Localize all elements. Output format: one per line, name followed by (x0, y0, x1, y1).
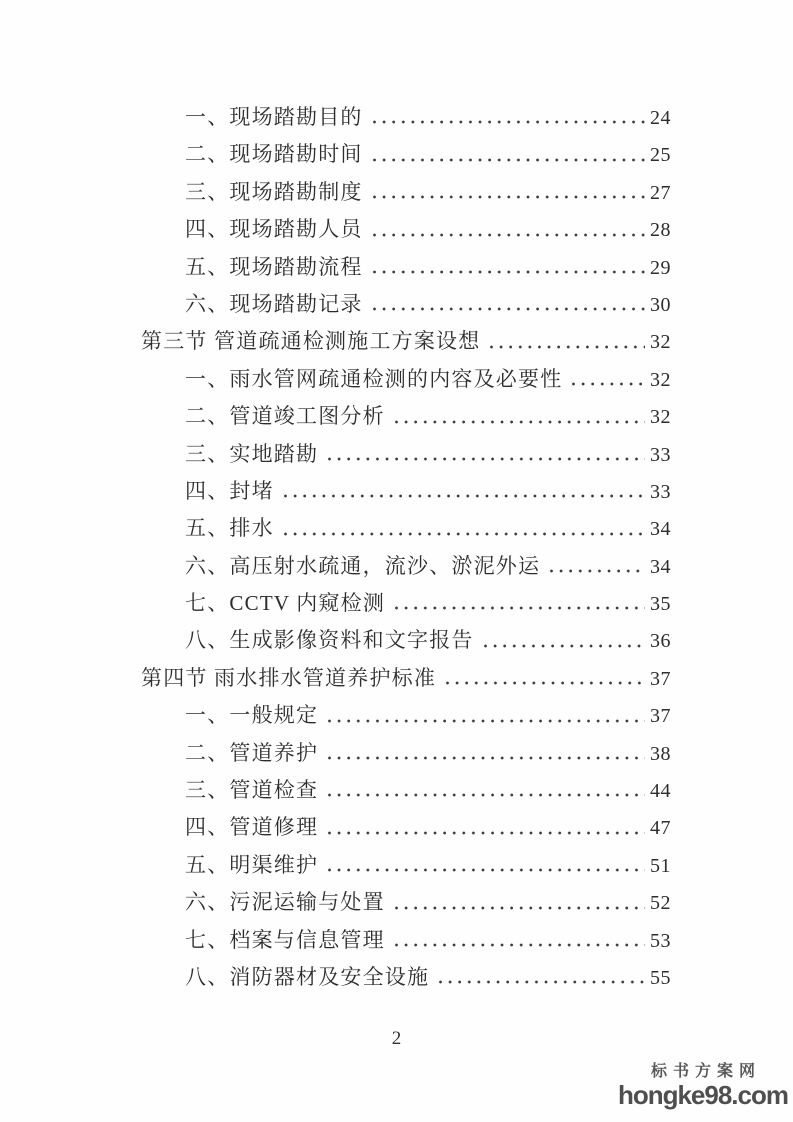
toc-dot-leader (372, 230, 645, 240)
toc-entry (141, 809, 671, 846)
toc-entry-page: 33 (650, 480, 671, 503)
toc-entry-label: 六、现场踏勘记录 (185, 291, 363, 316)
toc-dot-leader (283, 529, 645, 539)
toc-entry (141, 361, 671, 398)
toc-entry-page: 52 (650, 892, 671, 915)
toc-entry (141, 174, 671, 211)
toc-entry (141, 847, 671, 884)
toc-entry-page: 30 (650, 293, 671, 316)
toc-entry-page: 51 (650, 854, 671, 877)
toc-entry-page: 25 (650, 144, 671, 167)
toc-entry-label: 四、管道修理 (185, 815, 319, 840)
toc-entry-page: 38 (650, 742, 671, 765)
toc-dot-leader (489, 342, 645, 352)
toc-dot-leader (327, 716, 645, 726)
toc-entry-label: 四、现场踏勘人员 (185, 217, 363, 242)
toc-dot-leader (283, 491, 645, 501)
toc-entry-page: 35 (650, 593, 671, 616)
toc-entry-page: 47 (650, 817, 671, 840)
toc-dot-leader (445, 678, 645, 688)
toc-dot-leader (372, 304, 645, 314)
page-number: 2 (391, 1028, 402, 1049)
toc-entry-label: 八、消防器材及安全设施 (185, 964, 430, 989)
toc-entry-page: 37 (650, 667, 671, 690)
toc-entry-page: 34 (650, 518, 671, 541)
toc-entry-page: 34 (650, 555, 671, 578)
toc-entry (141, 211, 671, 248)
toc-entry-label: 六、污泥运输与处置 (185, 890, 385, 915)
toc-entry (141, 959, 671, 996)
toc-entry-label: 一、一般规定 (185, 703, 319, 728)
toc-entry (141, 697, 671, 734)
toc-entry (141, 548, 671, 585)
toc-entry-label: 三、实地踏勘 (185, 441, 319, 466)
toc-entry-label: 一、雨水管网疏通检测的内容及必要性 (185, 366, 563, 391)
toc-entry-label: 三、管道检查 (185, 778, 319, 803)
toc-entry-page: 37 (650, 705, 671, 728)
toc-entry-label: 一、现场踏勘目的 (185, 105, 363, 129)
toc-entry (141, 772, 671, 809)
toc-entry-page: 28 (650, 219, 671, 242)
toc-dot-leader (372, 192, 645, 202)
toc-entry (141, 323, 671, 360)
watermark-site-url: hongke98.com (617, 1080, 788, 1111)
toc-entry-page: 55 (650, 966, 671, 989)
toc-dot-leader (327, 790, 645, 800)
toc-dot-leader (394, 417, 645, 427)
toc-dot-leader (372, 267, 645, 277)
toc-entry-label: 七、档案与信息管理 (185, 927, 385, 952)
toc-entry (141, 660, 671, 697)
toc-dot-leader (327, 865, 645, 875)
toc-entry-label: 三、现场踏勘制度 (185, 179, 363, 204)
toc-dot-leader (372, 117, 645, 127)
toc-dot-leader (327, 828, 645, 838)
toc-dot-leader (483, 641, 645, 651)
toc-entry-label: 四、封堵 (185, 478, 274, 503)
toc-dot-leader (394, 903, 645, 913)
toc-entry (141, 249, 671, 286)
toc-entry-label: 第三节 管道疏通检测施工方案设想 (141, 329, 481, 354)
toc-entry-page: 32 (650, 406, 671, 429)
toc-dot-leader (549, 566, 645, 576)
watermark (618, 1058, 788, 1110)
toc-entry (141, 735, 671, 772)
toc-dot-leader (327, 454, 645, 464)
toc-entry-label: 六、高压射水疏通，流沙、淤泥外运 (185, 553, 541, 578)
toc-entry-label: 七、CCTV 内窥检测 (185, 591, 386, 616)
toc-entry (141, 136, 671, 173)
toc-entry-page: 53 (650, 929, 671, 952)
toc-dot-leader (394, 603, 645, 613)
toc-entry-page: 32 (650, 331, 671, 354)
toc-entry-page: 36 (650, 630, 671, 653)
toc-entry-page: 29 (650, 256, 671, 279)
toc-dot-leader (394, 940, 645, 950)
toc-entry-label: 二、管道养护 (185, 740, 319, 765)
toc-list (141, 99, 671, 996)
toc-entry-page: 44 (650, 780, 671, 803)
toc-entry-page: 27 (650, 181, 671, 204)
watermark-site-name: 标书方案网 (650, 1063, 761, 1081)
toc-entry (141, 436, 671, 473)
toc-entry-label: 第四节 雨水排水管道养护标准 (141, 665, 437, 690)
toc-entry-label: 五、现场踏勘流程 (185, 254, 363, 279)
toc-dot-leader (327, 753, 645, 763)
toc-entry (141, 585, 671, 622)
toc-dot-leader (571, 379, 645, 389)
toc-entry (141, 884, 671, 921)
toc-entry (141, 922, 671, 959)
toc-entry (141, 510, 671, 547)
toc-entry-label: 二、现场踏勘时间 (185, 142, 363, 167)
toc-entry-label: 八、生成影像资料和文字报告 (185, 628, 474, 653)
toc-dot-leader (438, 977, 645, 987)
toc-entry-page: 32 (650, 368, 671, 391)
toc-entry (141, 622, 671, 659)
toc-entry (141, 286, 671, 323)
toc-dot-leader (372, 155, 645, 165)
toc-entry (141, 99, 671, 136)
toc-entry-label: 二、管道竣工图分析 (185, 404, 385, 429)
toc-entry-label: 五、明渠维护 (185, 852, 319, 877)
toc-entry-label: 五、排水 (185, 516, 274, 541)
toc-entry (141, 398, 671, 435)
toc-entry-page: 33 (650, 443, 671, 466)
toc-entry-page: 24 (650, 107, 671, 129)
toc-entry (141, 473, 671, 510)
